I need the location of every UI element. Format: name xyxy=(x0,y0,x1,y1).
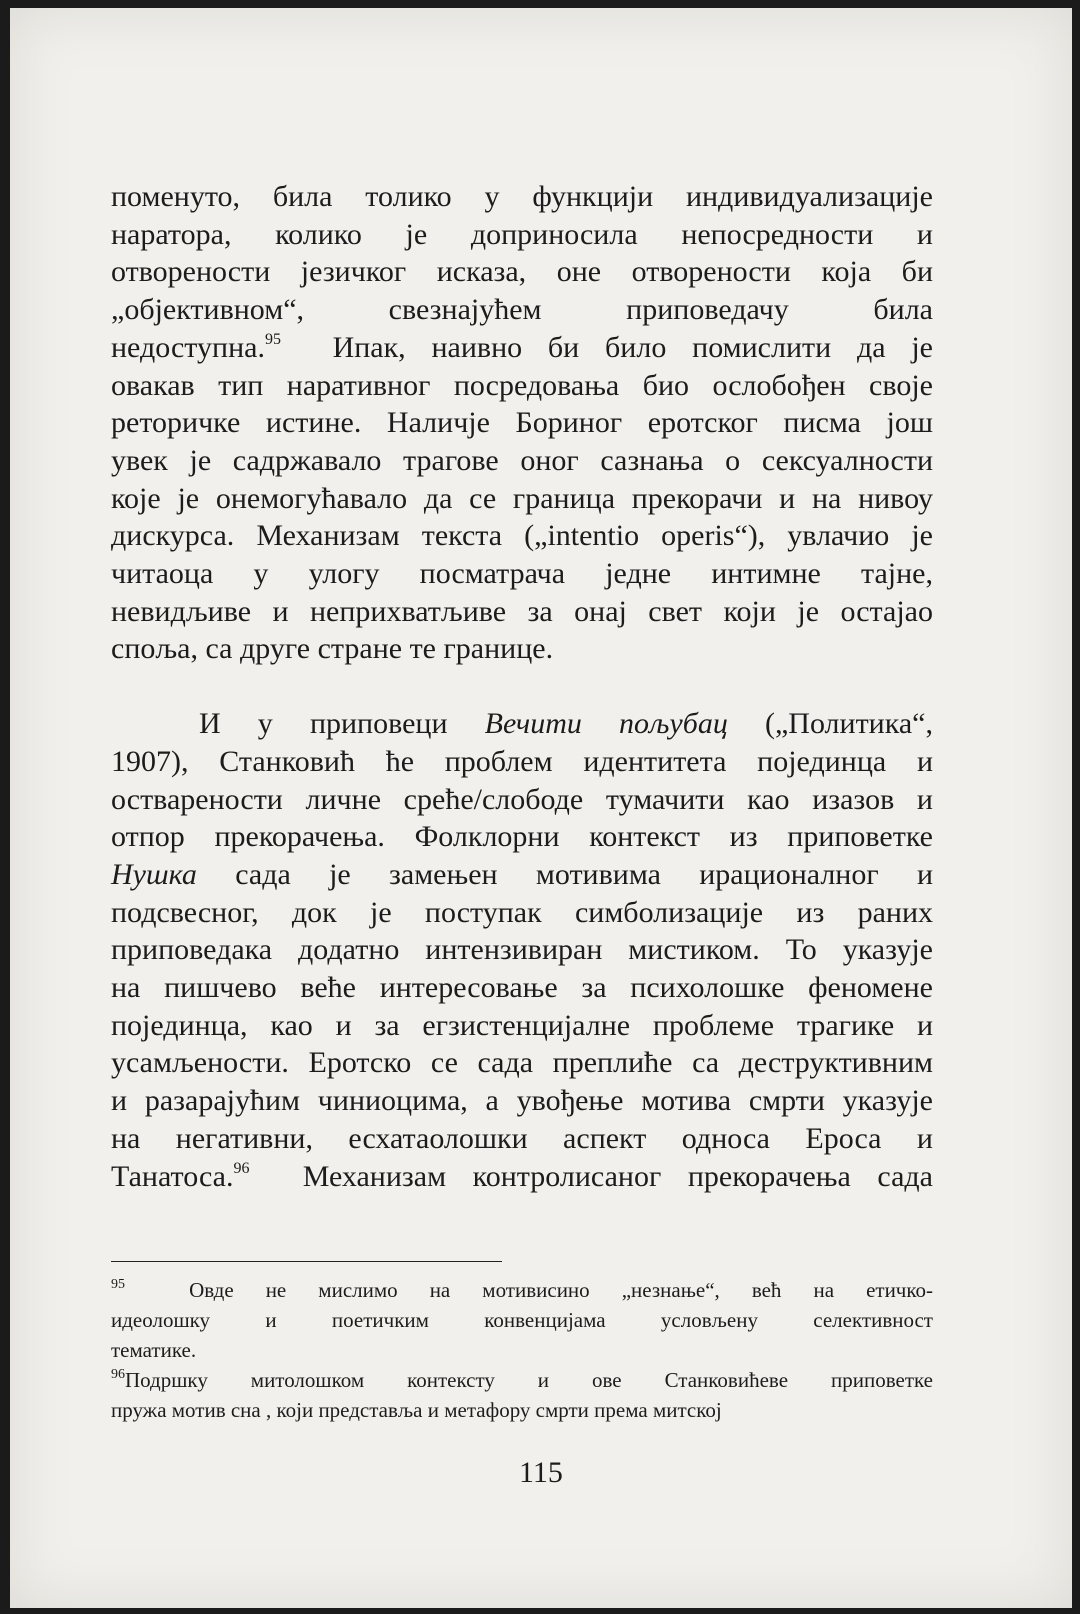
footnote-line: идеолошку и поетичким конвенцијама условљену селективност xyxy=(111,1308,933,1332)
footnote-line xyxy=(111,1275,933,1305)
page-number: 115 xyxy=(519,1456,563,1489)
text-line xyxy=(111,856,933,894)
text-line: овакав тип наративног посредовања био ослобођен своје xyxy=(111,368,933,402)
text-line: приповедака додатно интензивиран мистиком. То указује xyxy=(111,933,933,967)
text-line: појединца, као и за егзистенцијалне проблеме трагике и xyxy=(111,1008,933,1042)
text-line: „објективном“, свезнајућем приповедачу била xyxy=(111,293,933,327)
text-line: невидљиве и неприхватљиве за онај свет који је остајао xyxy=(111,594,933,628)
text-line: споља, са друге стране те границе. xyxy=(111,632,554,666)
text-segment: Танатоса. xyxy=(111,1159,234,1193)
text-line xyxy=(111,1158,933,1196)
footnote-ref-95[interactable]: 95 xyxy=(264,330,281,348)
text-line: дискурса. Механизам текста („intentio operis“), увлачио је xyxy=(111,519,933,553)
paragraph-1 xyxy=(111,178,933,668)
story-title: Вечити пољубац xyxy=(484,707,728,741)
footnote-text: Подршку митолошком контексту и ове Станковићеве приповетке xyxy=(125,1368,933,1392)
footnote-line: пружа мотив сна , који представља и метафору смрти према митској xyxy=(111,1398,722,1422)
footnotes xyxy=(111,1275,933,1425)
footnote-ref-96[interactable]: 96 xyxy=(233,1159,250,1177)
footnote-line: тематике. xyxy=(111,1338,197,1362)
text-line: поменуто, била толико у функцији индивидуализације xyxy=(111,180,933,213)
paragraph-2 xyxy=(111,705,933,1195)
text-segment: И у приповеци xyxy=(199,707,448,741)
book-page xyxy=(10,8,1072,1608)
text-line: остварености личне среће/слободе тумачити као изазов и xyxy=(111,782,933,816)
text-segment: сада је замењен мотивима ирационалног и xyxy=(235,857,934,891)
text-line: на пишчево веће интересовање за психолошке феномене xyxy=(111,971,933,1005)
text-segment: Ипак, наивно би било помислити да је xyxy=(332,330,933,364)
footnote-divider xyxy=(111,1261,502,1262)
story-title: Нушка xyxy=(111,857,197,891)
text-line: усамљености. Еротско се сада преплиће са деструктивним xyxy=(111,1046,933,1080)
footnote-line xyxy=(111,1365,933,1395)
text-line: наратора, колико је доприносила непосредности и xyxy=(111,217,933,251)
text-segment: („Политика“, xyxy=(764,707,933,741)
main-text xyxy=(111,178,933,1195)
footnote-number-95: 95 xyxy=(111,1277,125,1292)
footnote-text: Овде не мислимо на мотивисино „незнање“, већ на етичко- xyxy=(189,1278,934,1302)
text-line: увек је садржавало трагове оног сазнања о сексуалности xyxy=(111,443,933,477)
text-segment: недоступна. xyxy=(111,330,265,364)
footnote-number-96: 96 xyxy=(111,1367,125,1382)
text-line: на негативни, есхатаолошки аспект односа Ероса и xyxy=(111,1121,933,1155)
text-segment: Механизам контролисаног прекорачења сада xyxy=(302,1159,933,1193)
text-line xyxy=(111,329,933,367)
text-line: које је онемогућавало да се граница прекорачи и на нивоу xyxy=(111,481,933,515)
text-line: читаоца у улогу посматрача једне интимне тајне, xyxy=(111,557,933,591)
text-line: реторичке истине. Наличје Бориног еротског писма још xyxy=(111,406,933,440)
text-line: отпор прекорачења. Фолклорни контекст из приповетке xyxy=(111,820,933,854)
text-line: 1907), Станковић ће проблем идентитета појединца и xyxy=(111,744,933,778)
text-line xyxy=(111,705,933,743)
text-line: подсвесног, док је поступак симболизације из раних xyxy=(111,895,933,929)
text-line: и разарајућим чиниоцима, а увођење мотива смрти указује xyxy=(111,1084,933,1118)
text-line: отворености језичког исказа, оне отворености која би xyxy=(111,255,933,289)
